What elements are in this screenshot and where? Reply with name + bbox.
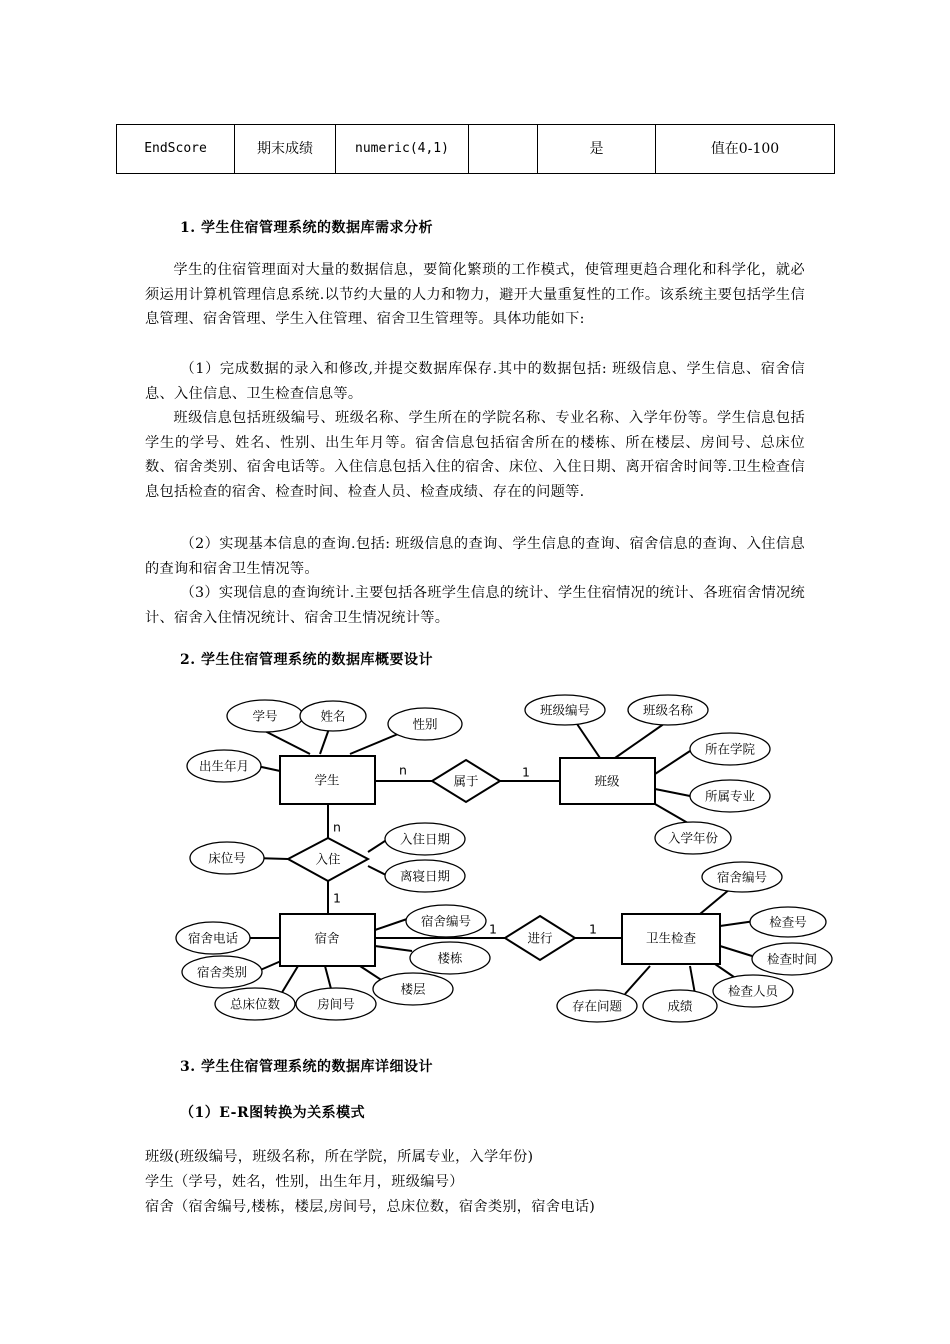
section1-heading: 1. 学生住宿管理系统的数据库需求分析 bbox=[180, 220, 433, 236]
relation-class: 班级(班级编号，班级名称，所在学院，所属专业，入学年份) bbox=[145, 1149, 534, 1165]
attr-ssbh-label: 宿舍编号 bbox=[420, 913, 472, 929]
attr-rzrq-label: 入住日期 bbox=[399, 831, 451, 847]
attr-xh-label: 学号 bbox=[252, 708, 278, 724]
card-belongs-class: 1 bbox=[522, 764, 530, 780]
attr-zcws-label: 总床位数 bbox=[229, 996, 281, 1012]
section3-subheading: （1）E-R图转换为关系模式 bbox=[180, 1105, 366, 1121]
card-student-belongs: n bbox=[399, 762, 407, 778]
attr-fjh-label: 房间号 bbox=[317, 996, 355, 1012]
entity-dorm-label: 宿舍 bbox=[314, 930, 340, 946]
section3-heading: 3. 学生住宿管理系统的数据库详细设计 bbox=[180, 1059, 433, 1075]
rel-perform-label: 进行 bbox=[527, 930, 553, 946]
attr-czwt-label: 存在问题 bbox=[571, 998, 623, 1014]
attr-lqrq-label: 离寝日期 bbox=[399, 868, 451, 884]
field-key-cell bbox=[469, 125, 538, 174]
field-code-cell bbox=[117, 125, 235, 174]
attr-jch-label: 检查号 bbox=[769, 914, 807, 930]
card-checkin-dorm: 1 bbox=[333, 890, 341, 906]
attr-ld-label: 楼栋 bbox=[437, 950, 463, 966]
attr-szxy-label: 所在学院 bbox=[704, 741, 756, 757]
table-row bbox=[117, 125, 835, 174]
card-student-checkin: n bbox=[333, 819, 341, 835]
field-type: numeric(4,1) bbox=[355, 141, 449, 156]
section1-detail: 班级信息包括班级编号、班级名称、学生所在的学院名称、专业名称、入学年份等。学生信息包括学生的学号、姓名、性别、出生年月等。宿舍信息包括宿舍所在的楼栋、所在楼层、房间号、总床位数、宿舍类别、宿舍电话等。入住信息包括入住的宿舍、床位、入住日期、离开宿舍时间等.卫生检查信息包括检查的宿舍、检查时间、检查人员、检查成绩、存在的问题等. bbox=[145, 410, 805, 500]
field-code: EndScore bbox=[144, 141, 207, 156]
card-dorm-perform: 1 bbox=[489, 921, 497, 937]
attr-xb-label: 性别 bbox=[412, 716, 438, 732]
attr-bjbh-label: 班级编号 bbox=[539, 702, 591, 718]
attr-jcry-label: 检查人员 bbox=[727, 983, 779, 999]
attr-ssdh-label: 宿舍电话 bbox=[187, 930, 239, 946]
field-nullable: 是 bbox=[589, 141, 604, 157]
entity-inspection-label: 卫生检查 bbox=[645, 930, 697, 946]
attr-jcsj-label: 检查时间 bbox=[766, 951, 818, 967]
er-diagram bbox=[170, 686, 840, 1031]
section1-item1: （1）完成数据的录入和修改,并提交数据库保存.其中的数据包括: 班级信息、学生信息、宿舍信息、入住信息、卫生检查信息等。 bbox=[145, 361, 805, 402]
attr-cj-label: 成绩 bbox=[667, 998, 693, 1014]
field-name-cell bbox=[235, 125, 336, 174]
field-type-cell bbox=[336, 125, 469, 174]
attr-lc-label: 楼层 bbox=[400, 981, 426, 997]
rel-belongs-label: 属于 bbox=[453, 773, 479, 789]
attr-xm-label: 姓名 bbox=[320, 708, 346, 724]
attr-sszy-label: 所属专业 bbox=[704, 788, 756, 804]
section2-heading: 2. 学生住宿管理系统的数据库概要设计 bbox=[180, 652, 433, 668]
attr-csny-label: 出生年月 bbox=[198, 758, 250, 774]
attr-cwh-label: 床位号 bbox=[208, 850, 246, 866]
relation-dorm: 宿舍（宿舍编号,楼栋，楼层,房间号，总床位数，宿舍类别，宿舍电话) bbox=[145, 1199, 596, 1215]
entity-class-label: 班级 bbox=[594, 773, 620, 789]
attr-rxnf-label: 入学年份 bbox=[667, 830, 719, 846]
attr-sslb-label: 宿舍类别 bbox=[196, 964, 248, 980]
card-perform-inspection: 1 bbox=[589, 921, 597, 937]
attr-bjmc-label: 班级名称 bbox=[642, 702, 694, 718]
entity-student-label: 学生 bbox=[314, 772, 340, 788]
field-note: 值在0-100 bbox=[710, 141, 780, 157]
section1-intro: 学生的住宿管理面对大量的数据信息，要简化繁琐的工作模式，使管理更趋合理化和科学化，就必须运用计算机管理信息系统.以节约大量的人力和物力，避开大量重复性的工作。该系统主要包括学生信息管理、宿舍管理、学生入住管理、宿舍卫生管理等。具体功能如下: bbox=[145, 262, 805, 327]
field-name: 期末成绩 bbox=[257, 141, 313, 157]
section1-item2: （2）实现基本信息的查询.包括: 班级信息的查询、学生信息的查询、宿舍信息的查询、入住信息的查询和宿舍卫生情况等。 bbox=[145, 536, 805, 577]
attr-ssbh2-label: 宿舍编号 bbox=[716, 869, 768, 885]
field-note-cell bbox=[656, 125, 835, 174]
section1-item3: （3）实现信息的查询统计.主要包括各班学生信息的统计、学生住宿情况的统计、各班宿舍情况统计、宿舍入住情况统计、宿舍卫生情况统计等。 bbox=[145, 585, 805, 626]
field-nullable-cell bbox=[538, 125, 656, 174]
relation-student: 学生（学号，姓名，性别，出生年月，班级编号） bbox=[145, 1174, 464, 1190]
field-table bbox=[116, 124, 835, 174]
rel-checkin-label: 入住 bbox=[315, 851, 341, 867]
